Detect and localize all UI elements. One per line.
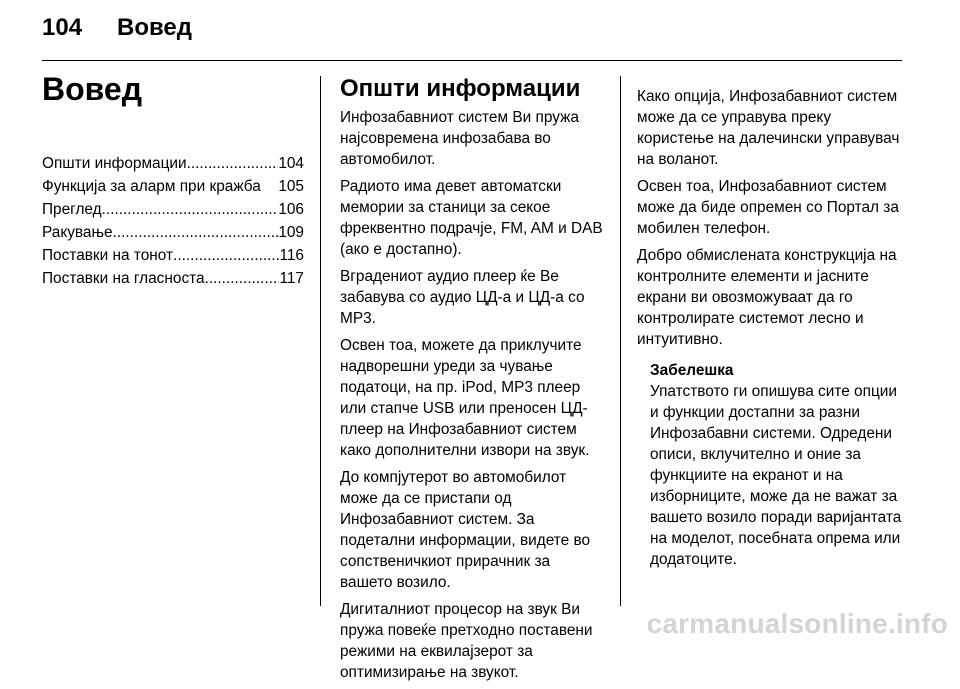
paragraph: Добро обмислената конструкција на контролните елементи и јасните екрани ви овозможуваат да го контролирате системот лесно и интуитивно. (637, 247, 897, 348)
note-box (637, 360, 905, 570)
header-title: Вовед (117, 14, 193, 41)
note-title: Забелешка (650, 362, 734, 379)
toc-entry-theft-alarm[interactable] (42, 175, 304, 198)
paragraph: Освен тоа, можете да приклучите надворешни уреди за чување податоци, на пр. iPod, MP3 плеер или стапче USB или преносен ЦД-плеер на Инфозабавниот систем како дополнителни извори на звук. (340, 337, 590, 459)
toc-entry-page: 105 (278, 178, 304, 195)
paragraph: До компјутерот во автомобилот може да се пристапи од Инфозабавниот систем. За подетални информации, видете во сопственичкиот прирачник за вашето возило. (340, 469, 591, 591)
toc-entry-title: Поставки на тонот (42, 247, 174, 264)
toc-entry-page: 116 (279, 247, 304, 264)
column-divider (620, 76, 621, 606)
toc-leader-dots (205, 267, 280, 290)
toc-entry-overview[interactable] (42, 198, 304, 221)
toc-entry-general-info[interactable] (42, 152, 304, 175)
paragraph: Како опција, Инфозабавниот систем може да се управува преку користење на далечински управувач на воланот. (637, 88, 900, 168)
toc-entry-tone-settings[interactable] (42, 244, 304, 267)
watermark: carmanualsonline.info (646, 608, 948, 639)
toc-leader-dots (187, 152, 279, 175)
toc-entry-title: Ракување (42, 224, 113, 241)
toc-entry-volume-settings[interactable] (42, 267, 304, 290)
middle-column (340, 64, 606, 689)
paragraph: Дигиталниот процесор на звук Ви пружа повеќе претходно поставени режими на еквилајзерот за оптимизирање на звукот. (340, 601, 593, 681)
paragraph: Вградениот аудио плеер ќе Ве забавува со аудио ЦД-а и ЦД-а со MP3. (340, 268, 585, 327)
paragraph: Освен тоа, Инфозабавниот систем може да биде опремен со Портал за мобилен телефон. (637, 178, 899, 237)
paragraph: Инфозабавниот систем Ви пружа најсовремена инфозабава во автомобилот. (340, 109, 579, 168)
toc-leader-dots (113, 221, 279, 244)
toc-entry-page: 104 (278, 155, 304, 172)
toc-entry-title: Поставки на гласноста (42, 270, 205, 287)
toc-entry-title: Преглед (42, 201, 102, 218)
toc-entry-title: Функција за аларм при кражба (42, 178, 261, 195)
paragraph: Радиото има девет автоматски мемории за станици за секое фреквентно подрачје, FM, AM и DAB (ако е достапно). (340, 178, 603, 258)
table-of-contents (42, 152, 304, 290)
chapter-title: Вовед (42, 71, 143, 107)
page-number: 104 (42, 14, 83, 41)
column-divider (320, 76, 321, 606)
right-column (637, 64, 905, 570)
toc-leader-dots (102, 198, 279, 221)
page-header (42, 12, 902, 61)
toc-column (42, 64, 304, 290)
toc-entry-page: 117 (279, 270, 304, 287)
toc-entry-operation[interactable] (42, 221, 304, 244)
toc-entry-page: 109 (278, 224, 304, 241)
note-text: Упатството ги опишува сите опции и функции достапни за разни Инфозабавни системи. Одредени описи, вклучително и оние за функциите на екранот и на изборниците, може да не важат за вашето возило поради варијантата на моделот, посебната опрема или додатоците. (650, 383, 902, 568)
toc-entry-page: 106 (278, 201, 304, 218)
toc-leader-dots (173, 244, 279, 267)
section-title: Општи информации (340, 75, 581, 102)
toc-entry-title: Општи информации (42, 155, 187, 172)
